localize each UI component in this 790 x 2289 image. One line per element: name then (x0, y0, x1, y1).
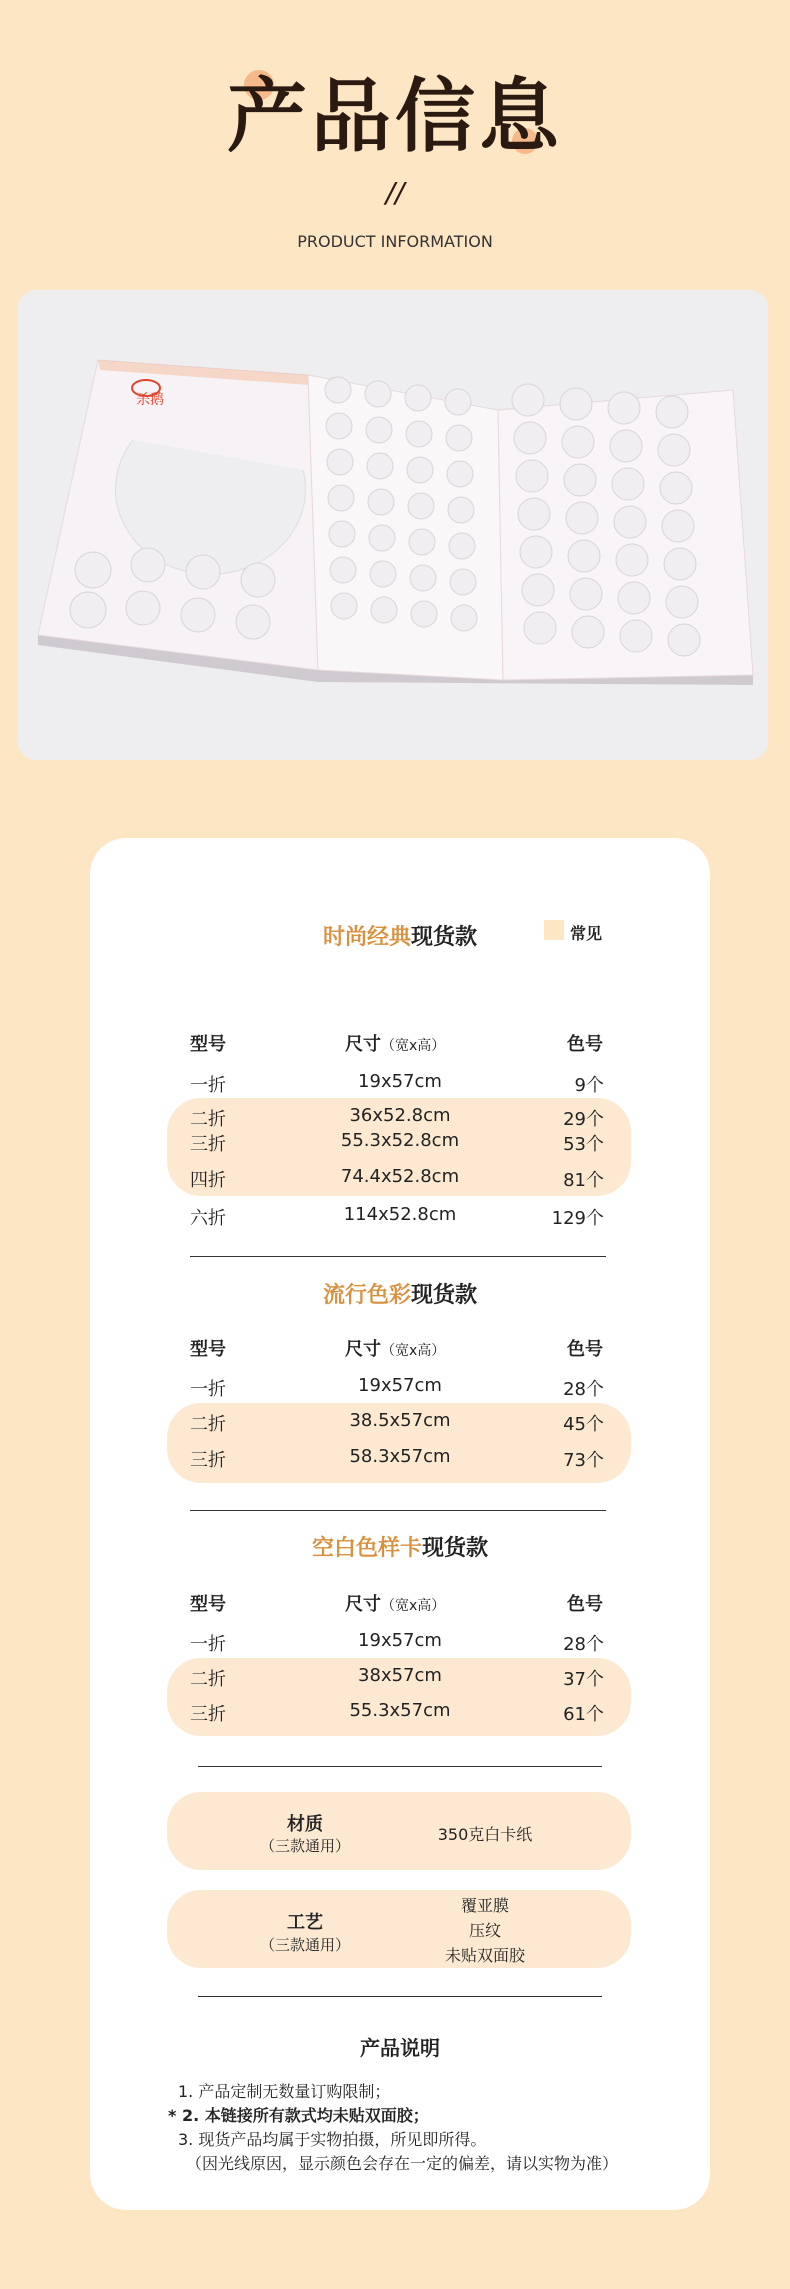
row-size: 55.3x57cm (349, 1700, 451, 1721)
col-header-model: 型号 (190, 1594, 226, 1615)
craft-value: 覆亚膜 (460, 1896, 509, 1915)
col-header-size-label: 尺寸 (345, 1034, 381, 1055)
product-photo (18, 290, 768, 760)
row-model: 三折 (190, 1134, 226, 1155)
section-title-highlight: 时尚经典 (322, 925, 411, 950)
row-model: 一折 (190, 1379, 226, 1400)
section-title-classic (280, 920, 520, 951)
section-title-rest: 现货款 (411, 1283, 478, 1308)
row-color-count: 129个 (551, 1208, 604, 1229)
divider (190, 1256, 606, 1257)
note-line: 1. 产品定制无数量订购限制； (178, 2082, 391, 2101)
notes-title: 产品说明 (360, 2036, 440, 2060)
section-title-highlight: 流行色彩 (322, 1283, 411, 1308)
row-color-count: 28个 (563, 1379, 604, 1400)
col-header-size-sub: （宽x高） (381, 1038, 446, 1054)
divider (190, 1510, 606, 1511)
note-line: （因光线原因，显示颜色会存在一定的偏差，请以实物为准） (186, 2154, 619, 2173)
row-size: 38.5x57cm (349, 1410, 451, 1431)
row-color-count: 28个 (563, 1634, 604, 1655)
col-header-model: 型号 (190, 1034, 226, 1055)
title-divider: // (385, 176, 405, 209)
row-color-count: 37个 (563, 1669, 604, 1690)
row-model: 三折 (190, 1450, 226, 1471)
craft-label: 工艺 (287, 1912, 323, 1933)
row-model: 二折 (190, 1109, 226, 1130)
row-size: 114x52.8cm (343, 1204, 457, 1225)
color-card-illustration (18, 290, 768, 760)
brand-name: 杀鹅 (136, 392, 164, 408)
craft-value: 压纹 (468, 1921, 501, 1940)
row-model: 六折 (190, 1208, 226, 1229)
col-header-size-sub: （宽x高） (381, 1343, 446, 1359)
row-color-count: 61个 (563, 1704, 604, 1725)
section-title-rest: 现货款 (411, 925, 478, 950)
row-color-count: 45个 (563, 1414, 604, 1435)
row-size: 38x57cm (358, 1665, 442, 1686)
material-box (167, 1792, 631, 1870)
col-header-size-sub: （宽x高） (381, 1598, 446, 1614)
craft-box (167, 1890, 631, 1968)
row-model: 一折 (190, 1075, 226, 1096)
section-title-popular (280, 1278, 520, 1309)
section-title-highlight: 空白色样卡 (311, 1536, 422, 1561)
page-subtitle: PRODUCT INFORMATION (297, 232, 493, 251)
row-size: 19x57cm (358, 1630, 442, 1651)
col-header-size (345, 1030, 445, 1056)
col-header-color: 色号 (567, 1034, 603, 1055)
note-line-emphasis: * 2. 本链接所有款式均未贴双面胶； (168, 2106, 429, 2125)
col-header-model: 型号 (190, 1339, 226, 1360)
row-color-count: 73个 (563, 1450, 604, 1471)
craft-value: 未贴双面胶 (444, 1946, 525, 1965)
row-size: 74.4x52.8cm (340, 1166, 460, 1187)
row-color-count: 9个 (574, 1075, 604, 1096)
material-sub: （三款通用） (259, 1837, 350, 1855)
col-header-size-label: 尺寸 (345, 1339, 381, 1360)
row-model: 二折 (190, 1669, 226, 1690)
row-size: 19x57cm (358, 1071, 442, 1092)
col-header-size (345, 1335, 445, 1361)
divider (198, 1766, 602, 1767)
section-title-blank (270, 1531, 530, 1562)
row-color-count: 29个 (563, 1109, 604, 1130)
row-color-count: 53个 (563, 1134, 604, 1155)
row-size: 55.3x52.8cm (340, 1130, 460, 1151)
row-size: 58.3x57cm (349, 1446, 451, 1467)
material-value: 350克白卡纸 (437, 1825, 533, 1844)
row-model: 三折 (190, 1704, 226, 1725)
col-header-color: 色号 (567, 1594, 603, 1615)
page-title: 产品信息 (227, 70, 563, 163)
row-model: 四折 (190, 1170, 226, 1191)
legend-swatch (544, 920, 564, 940)
col-header-size (345, 1590, 445, 1616)
row-color-count: 81个 (563, 1170, 604, 1191)
note-line: 3. 现货产品均属于实物拍摄，所见即所得。 (178, 2130, 487, 2149)
section-title-rest: 现货款 (422, 1536, 489, 1561)
legend-label: 常见 (570, 924, 603, 943)
craft-sub: （三款通用） (259, 1936, 350, 1954)
material-label: 材质 (287, 1814, 323, 1835)
row-model: 二折 (190, 1414, 226, 1435)
row-model: 一折 (190, 1634, 226, 1655)
col-header-color: 色号 (567, 1339, 603, 1360)
divider (198, 1996, 602, 1997)
row-size: 36x52.8cm (349, 1105, 451, 1126)
row-size: 19x57cm (358, 1375, 442, 1396)
col-header-size-label: 尺寸 (345, 1594, 381, 1615)
